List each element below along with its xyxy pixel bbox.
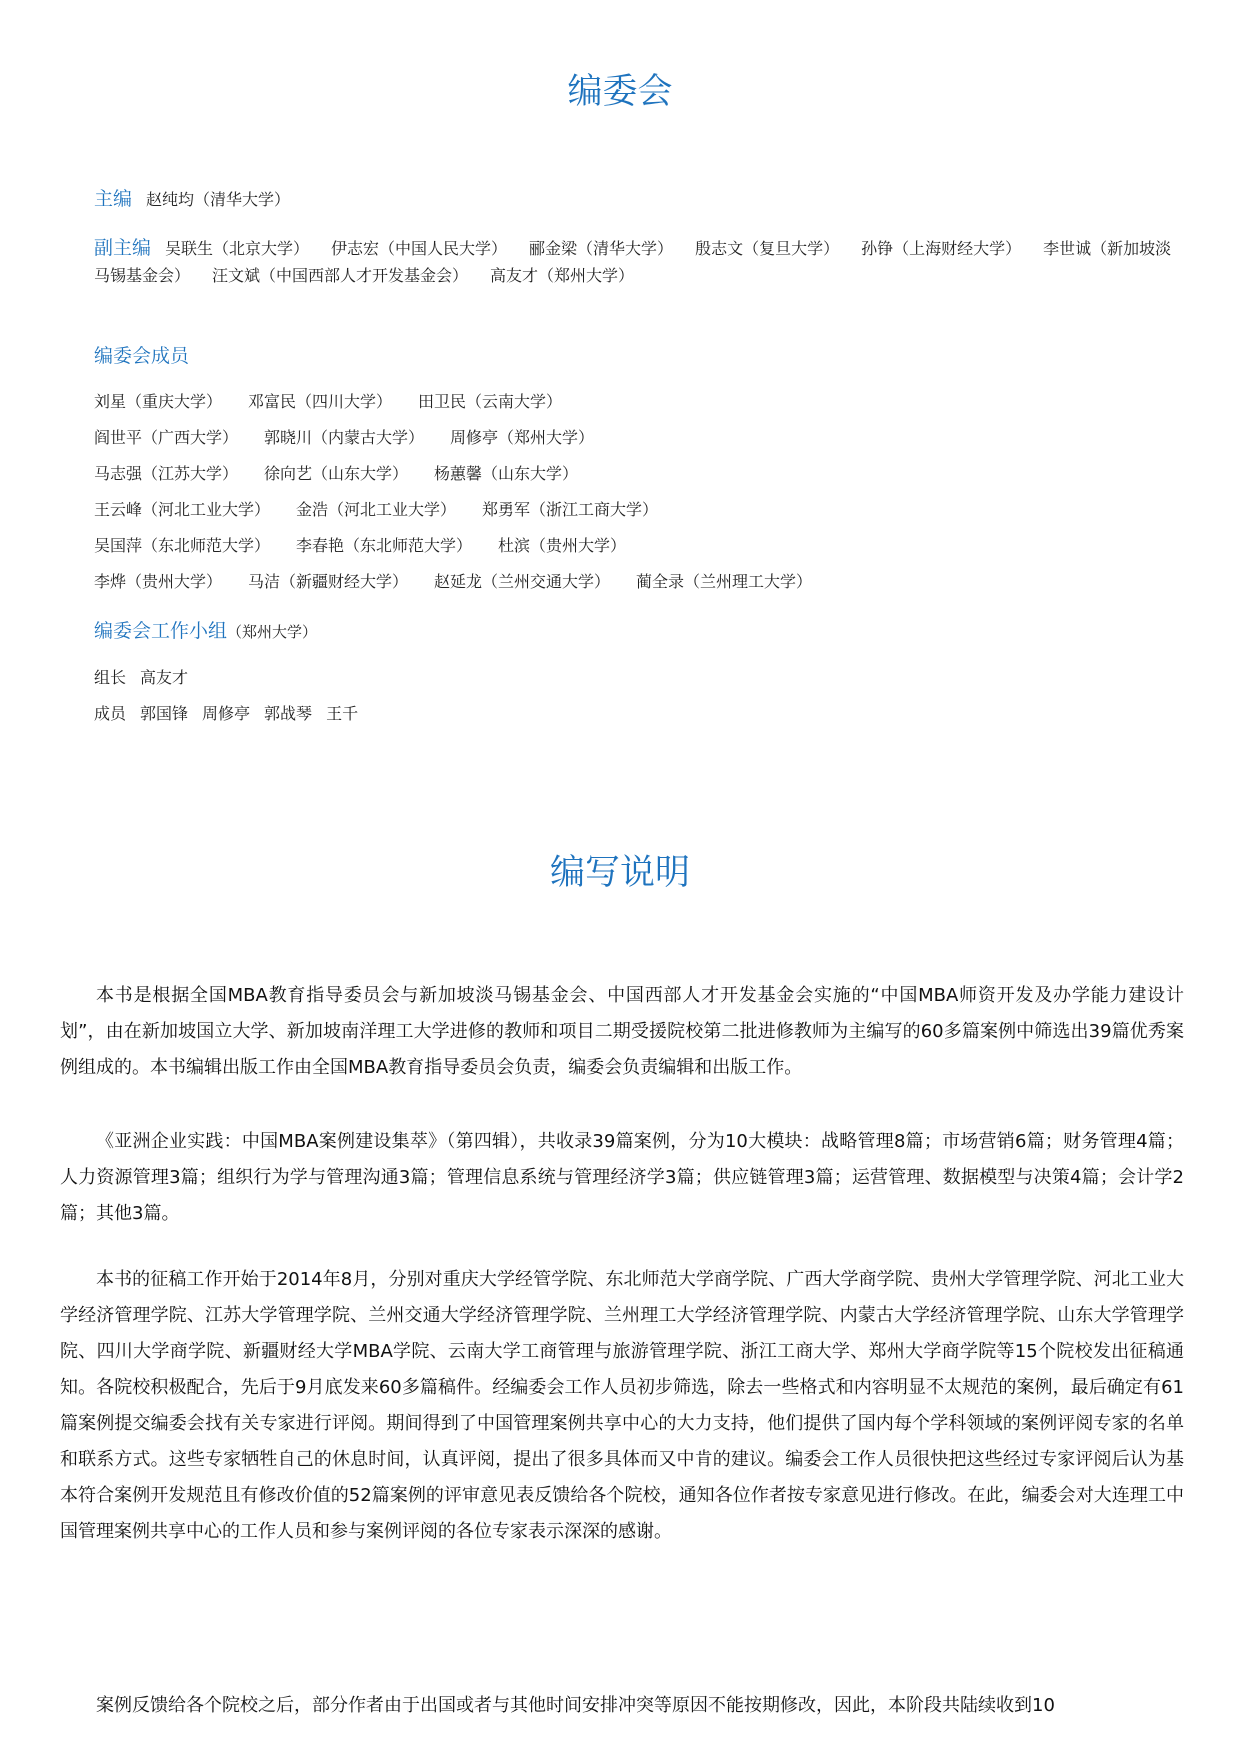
deputy-editor: 伊志宏（中国人民大学） — [331, 239, 508, 258]
deputy-editor: 高友才（郑州大学） — [490, 266, 635, 285]
chief-editor-line — [94, 184, 290, 211]
member: 马志强（江苏大学） — [94, 464, 239, 483]
chief-editor-label: 主编 — [94, 188, 133, 210]
members-row — [94, 569, 838, 592]
notes-paragraph: 本书是根据全国MBA教育指导委员会与新加坡淡马锡基金会、中国西部人才开发基金会实施的“中国MBA师资开发及办学能力建设计划”，由在新加坡国立大学、新加坡南洋理工大学进修的教师和项目二期受援院校第二批进修教师为主编写的60多篇案例中筛选出39篇优秀案例组成的。本书编辑出版工作由全国MBA教育指导委员会负责，编委会负责编辑和出版工作。 — [60, 985, 1184, 1078]
deputy-editor: 孙铮（上海财经大学） — [861, 239, 1022, 258]
workgroup-staff-member: 郭战琴 — [264, 704, 313, 723]
member: 田卫民（云南大学） — [418, 392, 563, 411]
members-heading: 编委会成员 — [94, 345, 190, 367]
deputy-editor: 李世诚（新加坡淡马锡基金会） — [94, 239, 1172, 285]
member: 李春艳（东北师范大学） — [296, 536, 473, 555]
members-row — [94, 533, 652, 556]
deputy-editor: 郦金梁（清华大学） — [529, 239, 674, 258]
member: 郑勇军（浙江工商大学） — [482, 500, 659, 519]
workgroup-staff-member: 周修亭 — [202, 704, 251, 723]
notes-paragraph: 案例反馈给各个院校之后，部分作者由于出国或者与其他时间安排冲突等原因不能按期修改，因此，本阶段共陆续收到10 — [96, 1695, 1055, 1716]
workgroup-staff-label: 成员 — [94, 704, 127, 723]
members-row — [94, 497, 684, 520]
workgroup-label: 编委会工作小组 — [94, 620, 228, 642]
member: 周修亭（郑州大学） — [450, 428, 595, 447]
member: 阎世平（广西大学） — [94, 428, 239, 447]
notes-title: 编写说明 — [549, 853, 690, 893]
members-row — [94, 389, 588, 412]
workgroup-staff-member: 王千 — [326, 704, 359, 723]
members-row — [94, 425, 620, 448]
member: 杜滨（贵州大学） — [498, 536, 627, 555]
workgroup-leader: 高友才 — [140, 668, 189, 687]
notes-paragraph: 本书的征稿工作开始于2014年8月，分别对重庆大学经管学院、东北师范大学商学院、广西大学商学院、贵州大学管理学院、河北工业大学经济管理学院、江苏大学管理学院、兰州交通大学经济管理学院、兰州理工大学经济管理学院、内蒙古大学经济管理学院、山东大学管理学院、四川大学商学院、新疆财经大学MBA学院、云南大学工商管理与旅游管理学院、浙江工商大学、郑州大学商学院等15个院校发出征稿通知。各院校积极配合，先后于9月底发来60多篇稿件。经编委会工作人员初步筛选，除去一些格式和内容明显不太规范的案例，最后确定有61篇案例提交编委会找有关专家进行评阅。期间得到了中国管理案例共享中心的大力支持，他们提供了国内每个学科领域的案例评阅专家的名单和联系方式。这些专家牺牲自己的休息时间，认真评阅，提出了很多具体而又中肯的建议。编委会工作人员很快把这些经过专家评阅后认为基本符合案例开发规范且有修改价值的52篇案例的评审意见表反馈给各个院校，通知各位作者按专家意见进行修改。在此，编委会对大连理工中国管理案例共享中心的工作人员和参与案例评阅的各位专家表示深深的感谢。 — [60, 1269, 1184, 1542]
member: 王云峰（河北工业大学） — [94, 500, 271, 519]
member: 赵延龙（兰州交通大学） — [434, 572, 611, 591]
notes-paragraph: 《亚洲企业实践：中国MBA案例建设集萃》（第四辑），共收录39篇案例，分为10大模块：战略管理8篇；市场营销6篇；财务管理4篇；人力资源管理3篇；组织行为学与管理沟通3篇；管理信息系统与管理经济学3篇；供应链管理3篇；运营管理、数据模型与决策4篇；会计学2篇；其他3篇。 — [60, 1131, 1184, 1224]
deputy-editor: 殷志文（复旦大学） — [695, 239, 840, 258]
member: 金浩（河北工业大学） — [296, 500, 457, 519]
member: 李烨（贵州大学） — [94, 572, 223, 591]
chief-editor-value: 赵纯均（清华大学） — [146, 190, 291, 209]
workgroup-leader-label: 组长 — [94, 668, 127, 687]
member: 郭晓川（内蒙古大学） — [264, 428, 425, 447]
member: 邓富民（四川大学） — [248, 392, 393, 411]
deputy-editors-label: 副主编 — [94, 237, 152, 259]
workgroup-heading — [94, 616, 317, 643]
workgroup-staff-member: 郭国锋 — [140, 704, 189, 723]
member: 杨蕙馨（山东大学） — [434, 464, 579, 483]
member: 刘星（重庆大学） — [94, 392, 223, 411]
member: 蔺全录（兰州理工大学） — [636, 572, 813, 591]
board-title: 编委会 — [567, 72, 673, 112]
member: 徐向艺（山东大学） — [264, 464, 409, 483]
members-row — [94, 461, 604, 484]
deputy-editor: 吴联生（北京大学） — [165, 239, 310, 258]
workgroup-note: （郑州大学） — [227, 623, 318, 641]
workgroup-staff-row — [94, 701, 372, 724]
workgroup-leader-row — [94, 665, 214, 688]
member: 吴国萍（东北师范大学） — [94, 536, 271, 555]
deputy-editors-block — [94, 235, 1174, 289]
deputy-editor: 汪文斌（中国西部人才开发基金会） — [212, 266, 469, 285]
member: 马洁（新疆财经大学） — [248, 572, 409, 591]
